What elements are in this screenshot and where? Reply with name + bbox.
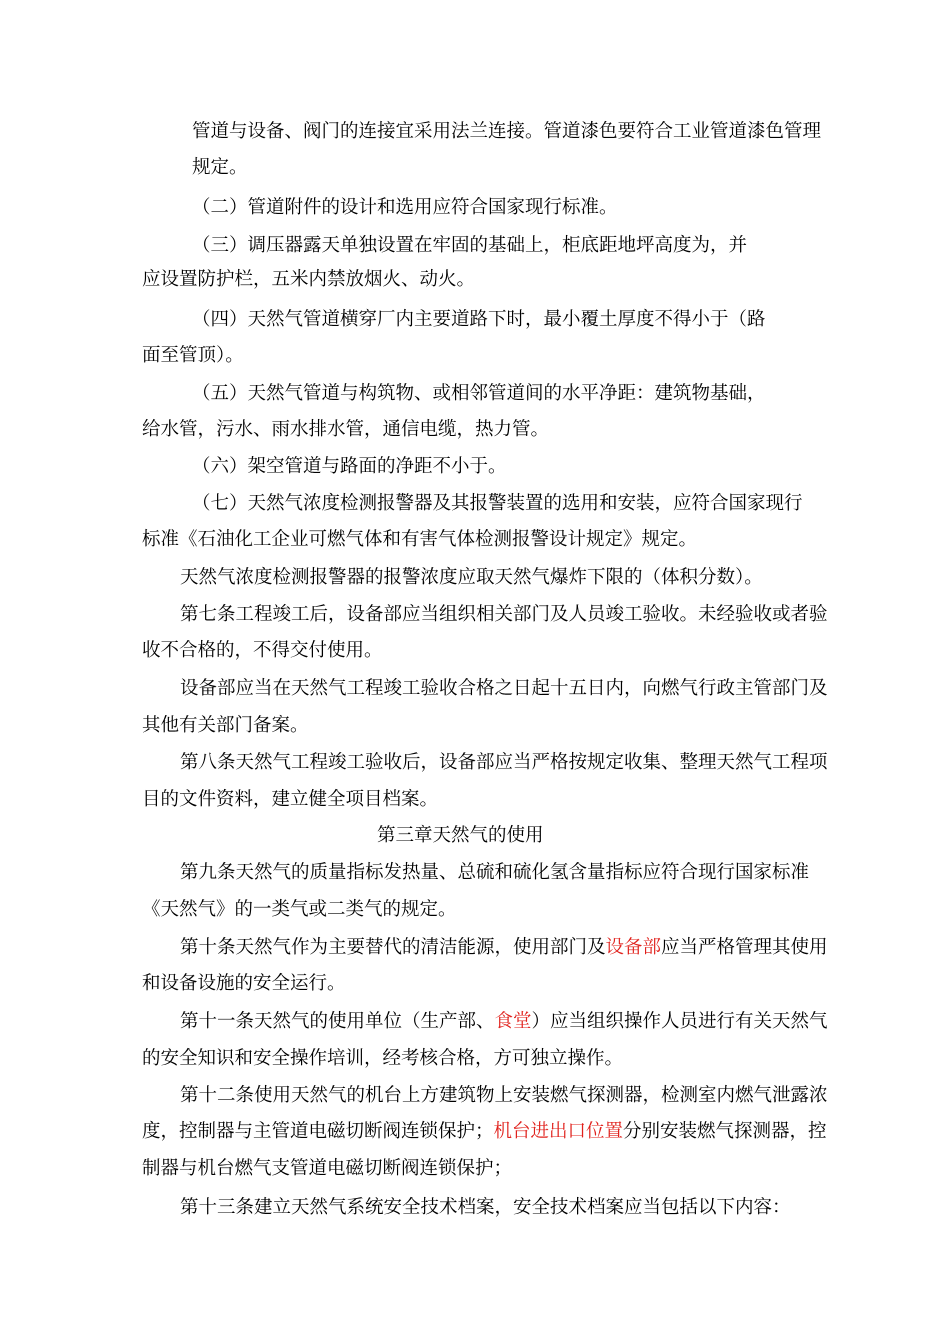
- text-line: 面至管顶）。: [142, 345, 244, 366]
- text-line: 管道与设备、阀门的连接宜采用法兰连接。管道漆色要符合工业管道漆色管理: [192, 121, 822, 142]
- text-line: 《天然气》的一类气或二类气的规定。: [142, 899, 457, 920]
- text-line: （五）天然气管道与构筑物、或相邻管道间的水平净距：建筑物基础，: [192, 383, 766, 404]
- highlighted-text: 机台进出口位置: [493, 1121, 624, 1142]
- text-line: 第七条工程竣工后，设备部应当组织相关部门及人员竣工验收。未经验收或者验: [180, 604, 828, 625]
- article-11-line-1: [180, 1010, 828, 1034]
- highlighted-text: 食堂: [494, 1011, 532, 1032]
- text-line: 应设置防护栏，五米内禁放烟火、动火。: [142, 269, 476, 290]
- text-line: 设备部应当在天然气工程竣工验收合格之日起十五日内，向燃气行政主管部门及: [180, 678, 828, 699]
- text-line: 目的文件资料，建立健全项目档案。: [142, 789, 439, 810]
- text-line: （六）架空管道与路面的净距不小于。: [192, 456, 507, 477]
- text-line: 标准《石油化工企业可燃气体和有害气体检测报警设计规定》规定。: [142, 529, 698, 550]
- text-line: （二）管道附件的设计和选用应符合国家现行标准。: [192, 197, 618, 218]
- chapter-heading: 第三章天然气的使用: [377, 825, 544, 846]
- text-line: 第八条天然气工程竣工验收后，设备部应当严格按规定收集、整理天然气工程项: [180, 752, 828, 773]
- text-span: 应当严格管理其使用: [661, 937, 828, 958]
- text-line: （四）天然气管道横穿厂内主要道路下时，最小覆土厚度不得小于（路: [192, 309, 766, 330]
- text-line: 第九条天然气的质量指标发热量、总硫和硫化氢含量指标应符合现行国家标准: [180, 862, 810, 883]
- text-span: 第十一条天然气的使用单位（生产部、: [180, 1011, 495, 1032]
- article-12-line-2: [142, 1120, 827, 1144]
- text-line: （七）天然气浓度检测报警器及其报警装置的选用和安装，应符合国家现行: [192, 493, 803, 514]
- text-line: 收不合格的，不得交付使用。: [142, 640, 383, 661]
- text-span: ）应当组织操作人员进行有关天然气: [531, 1011, 828, 1032]
- text-line: 其他有关部门备案。: [142, 715, 309, 736]
- text-line: 给水管，污水、雨水排水管，通信电缆，热力管。: [142, 419, 550, 440]
- text-line: 规定。: [192, 157, 248, 178]
- text-span: 分别安装燃气探测器，控: [623, 1121, 827, 1142]
- highlighted-text: 设备部: [605, 937, 662, 958]
- text-line: （三）调压器露天单独设置在牢固的基础上，柜底距地坪高度为，并: [192, 235, 748, 256]
- article-10-line-1: [180, 936, 828, 960]
- text-line: 天然气浓度检测报警器的报警浓度应取天然气爆炸下限的（体积分数）。: [180, 567, 763, 588]
- text-line: 和设备设施的安全运行。: [142, 973, 346, 994]
- text-span: 度，控制器与主管道电磁切断阀连锁保护；: [142, 1121, 494, 1142]
- text-line: 第十三条建立天然气系统安全技术档案，安全技术档案应当包括以下内容：: [180, 1197, 791, 1218]
- text-line: 第十二条使用天然气的机台上方建筑物上安装燃气探测器，检测室内燃气泄露浓: [180, 1085, 828, 1106]
- text-line: 的安全知识和安全操作培训，经考核合格，方可独立操作。: [142, 1048, 624, 1069]
- text-line: 制器与机台燃气支管道电磁切断阀连锁保护；: [142, 1158, 513, 1179]
- text-span: 第十条天然气作为主要替代的清洁能源，使用部门及: [180, 937, 606, 958]
